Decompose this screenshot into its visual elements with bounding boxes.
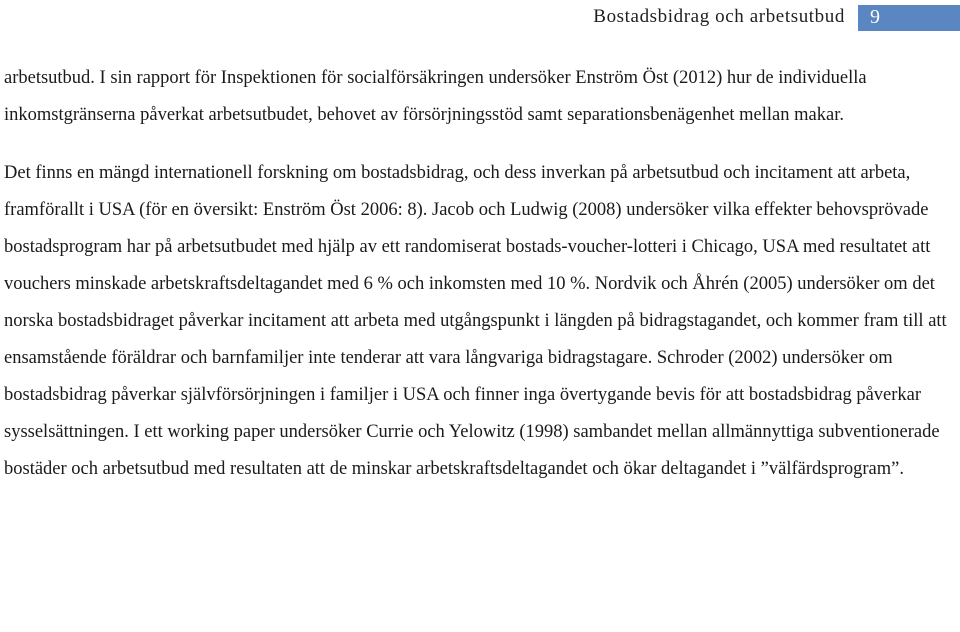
page-number: 9 (870, 6, 880, 28)
page-header (0, 0, 960, 36)
paragraph-1: arbetsutbud. I sin rapport för Inspektionen för socialförsäkringen undersöker Enström Öst (2012) hur de individuella inkomstgränserna påverkat arbetsutbudet, behovet av försörjningsstöd samt separationsbenägenhet mellan makar. (4, 68, 867, 125)
running-header-title: Bostadsbidrag och arbetsutbud (593, 6, 845, 27)
paragraph-2: Det finns en mängd internationell forskning om bostadsbidrag, och dess inverkan på arbetsutbud och incitament att arbeta, framförallt i USA (för en översikt: Enström Öst 2006: 8). Jacob och Ludwig (2008) undersöker vilka effekter behovsprövade bostadsprogram har på arbetsutbudet med hjälp av ett randomiserat bostads-voucher-lotteri i Chicago, USA med resultatet att vouchers minskade arbetskraftsdeltagandet med 6 % och inkomsten med 10 %. Nordvik och Åhrén (2005) undersöker om det norska bostadsbidraget påverkar incitament att arbeta med utgångspunkt i längden på bidragstagandet, och kommer fram till att ensamstående föräldrar och barnfamiljer inte tenderar att vara långvariga bidragstagare. Schroder (2002) undersöker om bostadsbidrag påverkar självförsörjningen i familjer i USA och finner inga övertygande bevis för att bostadsbidrag påverkar sysselsättningen. I ett working paper undersöker Currie och Yelowitz (1998) sambandet mellan allmännyttiga subventionerade bostäder och arbetsutbud med resultaten att de minskar arbetskraftsdeltagandet och ökar deltagandet i ”välfärdsprogram”. (4, 163, 947, 479)
page-number-box (858, 5, 960, 31)
document-body (4, 60, 954, 488)
